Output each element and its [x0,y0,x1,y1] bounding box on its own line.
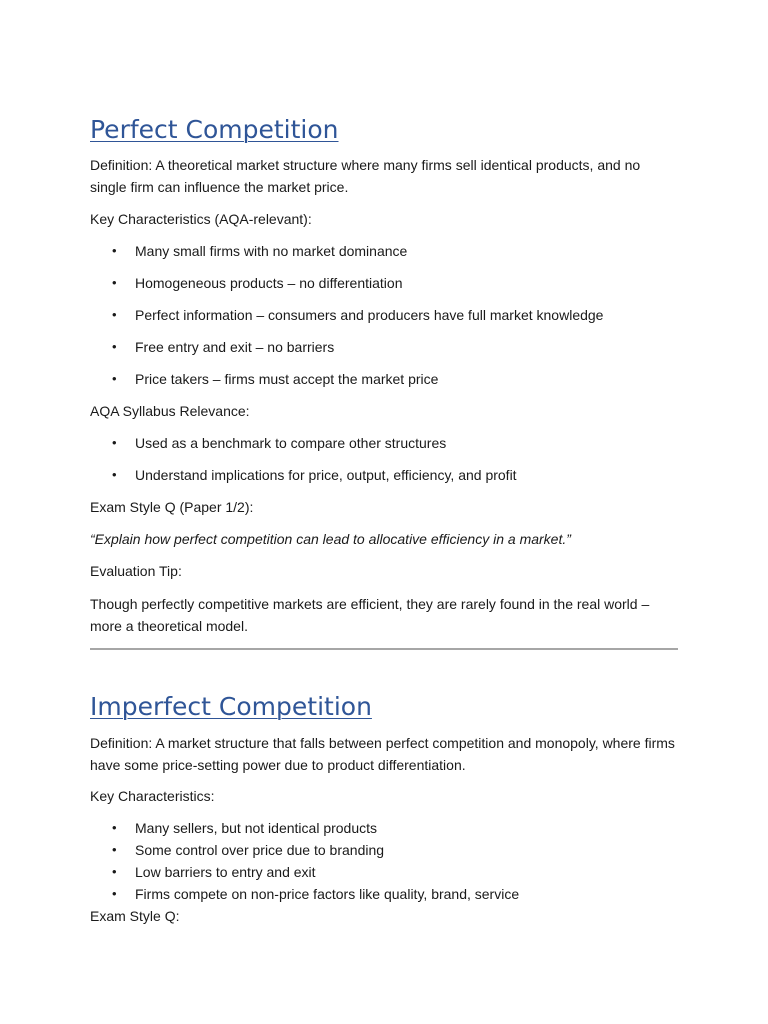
bullet-icon: • [112,467,117,482]
list-item: • Understand implications for price, output, efficiency, and profit [90,464,680,486]
bullet-icon: • [112,842,117,857]
perfect-key-characteristics-label: Key Characteristics (AQA-relevant): [90,211,312,227]
perfect-syllabus-label: AQA Syllabus Relevance: [90,403,250,419]
imperfect-definition: Definition: A market structure that falls between perfect competition and monopoly, where firms have some price-setting power due to product differentiation. [90,735,675,773]
section-heading-imperfect-competition: Imperfect Competition [90,692,372,721]
bullet-icon: • [112,886,117,901]
bullet-icon: • [112,275,117,290]
list-item: • Firms compete on non-price factors like quality, brand, service [90,883,680,905]
list-item: • Perfect information – consumers and producers have full market knowledge [90,304,680,326]
bullet-icon: • [112,339,117,354]
list-item: • Used as a benchmark to compare other structures [90,432,680,454]
bullet-icon: • [112,820,117,835]
section-heading-perfect-competition: Perfect Competition [90,115,339,144]
bullet-icon: • [112,864,117,879]
bullet-icon: • [112,371,117,386]
perfect-exam-label: Exam Style Q (Paper 1/2): [90,499,254,515]
list-item: • Homogeneous products – no differentiation [90,272,680,294]
section-divider [90,648,678,650]
perfect-evaluation-label: Evaluation Tip: [90,563,182,579]
perfect-exam-question: “Explain how perfect competition can lead to allocative efficiency in a market.” [90,531,571,547]
list-item: • Some control over price due to branding [90,839,680,861]
bullet-icon: • [112,435,117,450]
perfect-evaluation-text: Though perfectly competitive markets are efficient, they are rarely found in the real world – more a theoretical model. [90,596,650,634]
list-item: • Low barriers to entry and exit [90,861,680,883]
perfect-definition: Definition: A theoretical market structure where many firms sell identical products, and no single firm can influence the market price. [90,157,641,195]
perfect-key-characteristics-list [90,240,680,400]
list-item: • Many small firms with no market dominance [90,240,680,262]
perfect-syllabus-list [90,432,680,496]
imperfect-key-characteristics-list [90,817,680,905]
imperfect-key-characteristics-label: Key Characteristics: [90,788,215,804]
imperfect-exam-label: Exam Style Q: [90,908,180,924]
list-item: • Many sellers, but not identical products [90,817,680,839]
list-item: • Price takers – firms must accept the market price [90,368,680,390]
list-item: • Free entry and exit – no barriers [90,336,680,358]
bullet-icon: • [112,307,117,322]
bullet-icon: • [112,243,117,258]
